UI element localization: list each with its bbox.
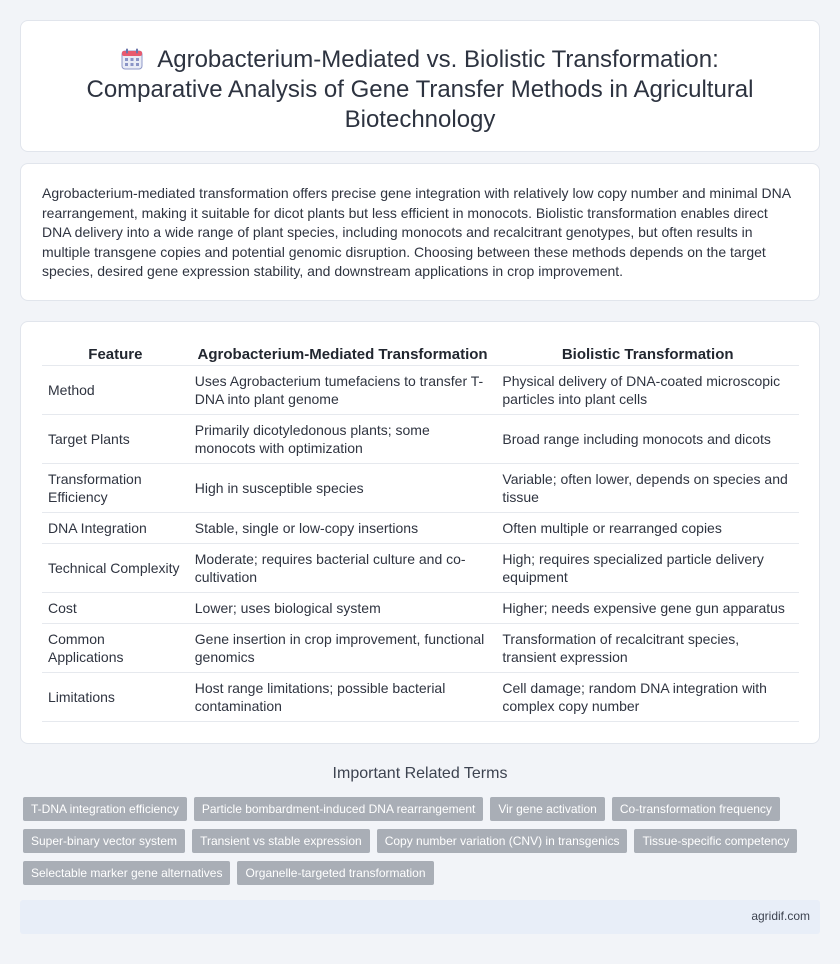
related-term-tag[interactable]: Transient vs stable expression: [192, 829, 370, 853]
header-agrobacterium: Agrobacterium-Mediated Transformation: [189, 343, 497, 366]
feature-cell: Transformation Efficiency: [42, 464, 189, 513]
agrobacterium-cell: Uses Agrobacterium tumefaciens to transfer T-DNA into plant genome: [189, 366, 497, 415]
calendar-icon: [121, 48, 143, 70]
agrobacterium-cell: Host range limitations; possible bacterial contamination: [189, 673, 497, 722]
related-term-tag[interactable]: Co-transformation frequency: [612, 797, 780, 821]
related-term-tag[interactable]: Copy number variation (CNV) in transgenics: [377, 829, 628, 853]
feature-cell: Common Applications: [42, 624, 189, 673]
related-term-tag[interactable]: Super-binary vector system: [23, 829, 185, 853]
table-row: [42, 513, 799, 544]
biolistic-cell: Transformation of recalcitrant species, transient expression: [496, 624, 799, 673]
header-feature: Feature: [42, 343, 189, 366]
related-term-tag[interactable]: Tissue-specific competency: [634, 829, 797, 853]
related-term-tag[interactable]: Particle bombardment-induced DNA rearrangement: [194, 797, 483, 821]
biolistic-cell: Physical delivery of DNA-coated microscopic particles into plant cells: [496, 366, 799, 415]
footer-bar: [20, 900, 820, 934]
agrobacterium-cell: Moderate; requires bacterial culture and co-cultivation: [189, 544, 497, 593]
table-row: [42, 673, 799, 722]
feature-cell: DNA Integration: [42, 513, 189, 544]
agrobacterium-cell: High in susceptible species: [189, 464, 497, 513]
comparison-table: [42, 343, 799, 722]
biolistic-cell: High; requires specialized particle delivery equipment: [496, 544, 799, 593]
biolistic-cell: Cell damage; random DNA integration with complex copy number: [496, 673, 799, 722]
summary-card: [20, 163, 820, 301]
biolistic-cell: Often multiple or rearranged copies: [496, 513, 799, 544]
agrobacterium-cell: Lower; uses biological system: [189, 593, 497, 624]
biolistic-cell: Variable; often lower, depends on species and tissue: [496, 464, 799, 513]
biolistic-cell: Broad range including monocots and dicots: [496, 415, 799, 464]
table-row: [42, 464, 799, 513]
feature-cell: Limitations: [42, 673, 189, 722]
title-text: Agrobacterium-Mediated vs. Biolistic Transformation: Comparative Analysis of Gene Transfer Methods in Agricultural Biotechnology: [86, 46, 754, 133]
table-row: [42, 624, 799, 673]
feature-cell: Target Plants: [42, 415, 189, 464]
header-biolistic: Biolistic Transformation: [496, 343, 799, 366]
related-term-tag[interactable]: Vir gene activation: [490, 797, 605, 821]
related-term-tag[interactable]: T-DNA integration efficiency: [23, 797, 187, 821]
biolistic-cell: Higher; needs expensive gene gun apparatus: [496, 593, 799, 624]
related-terms-row: [23, 829, 797, 853]
agrobacterium-cell: Gene insertion in crop improvement, functional genomics: [189, 624, 497, 673]
related-terms-title: Important Related Terms: [332, 765, 508, 782]
table-row: [42, 544, 799, 593]
feature-cell: Technical Complexity: [42, 544, 189, 593]
table-header-row: [42, 343, 799, 366]
summary-text: Agrobacterium-mediated transformation offers precise gene integration with relatively low copy number and minimal DNA rearrangement, making it suitable for dicot plants but less efficient in monocots. Biolistic transformation enables direct DNA delivery into a wide range of plant species, including monocots and recalcitrant genotypes, but often results in multiple transgene copies and potential genomic disruption. Choosing between these methods depends on the target species, desired gene expression stability, and downstream applications in crop improvement.: [42, 185, 791, 279]
agrobacterium-cell: Stable, single or low-copy insertions: [189, 513, 497, 544]
agrobacterium-cell: Primarily dicotyledonous plants; some monocots with optimization: [189, 415, 497, 464]
feature-cell: Cost: [42, 593, 189, 624]
table-row: [42, 366, 799, 415]
title-card: [20, 20, 820, 152]
feature-cell: Method: [42, 366, 189, 415]
comparison-table-card: [20, 321, 820, 744]
related-term-tag[interactable]: Organelle-targeted transformation: [237, 861, 433, 885]
footer-site-link[interactable]: agridif.com: [751, 909, 810, 923]
table-row: [42, 593, 799, 624]
related-terms-row: [23, 797, 780, 821]
table-row: [42, 415, 799, 464]
related-terms-row: [23, 861, 434, 885]
page-title: [61, 45, 779, 135]
related-term-tag[interactable]: Selectable marker gene alternatives: [23, 861, 230, 885]
